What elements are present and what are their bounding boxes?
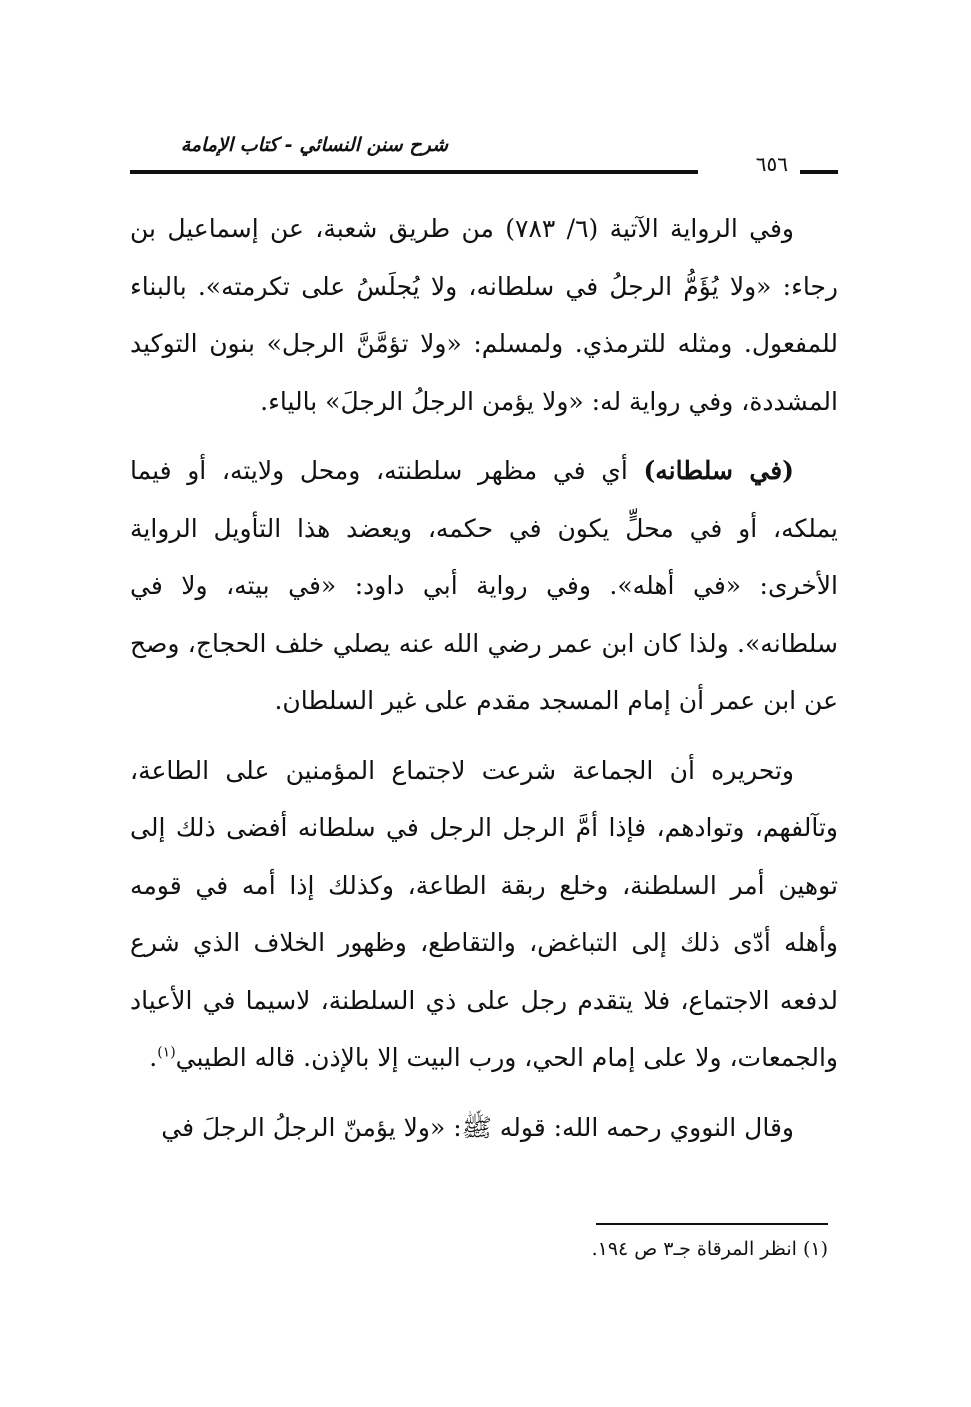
page-number: ٦٥٦	[755, 152, 788, 176]
paragraph-2	[130, 442, 838, 730]
footnote-rule	[596, 1223, 828, 1225]
paragraph-1-text: وفي الرواية الآتية (٦/ ٧٨٣) من طريق شعبة، عن إسماعيل بن رجاء: «ولا يُؤَمُّ الرجلُ في سلطانه، ولا يُجلَسُ على تكرمته». بالبناء للمفعول. ومثله للترمذي. ولمسلم: «ولا تؤمَّنَّ الرجل» بنون التوكيد المشددة، وفي رواية له: «ولا يؤمن الرجلُ الرجلَ» بالياء.	[130, 214, 838, 416]
page-header	[130, 130, 838, 190]
paragraph-4-text: وقال النووي رحمه الله: قوله ﷺ: «ولا يؤمنّ الرجلُ الرجلَ في	[161, 1112, 794, 1142]
paragraph-3-text: وتحريره أن الجماعة شرعت لاجتماع المؤمنين على الطاعة، وتآلفهم، وتوادهم، فإذا أمَّ الرجل الرجل في سلطانه أفضى ذلك إلى توهين أمر السلطنة، وخلع ربقة الطاعة، وكذلك إذا أمه في قومه وأهله أدّى ذلك إلى التباغض، والتقاطع، وظهور الخلاف الذي شرع لدفعه الاجتماع، فلا يتقدم رجل على ذي السلطنة، لاسيما في الأعياد والجمعات، ولا على إمام الحي، ورب البيت إلا بالإذن. قاله الطيبي	[130, 755, 838, 1072]
paragraph-3-tail: .	[149, 1043, 158, 1072]
paragraph-2-text: أي في مظهر سلطنته، ومحل ولايته، أو فيما يملكه، أو في محلٍّ يكون في حكمه، ويعضد هذا التأويل الرواية الأخرى: «في أهله». وفي رواية أبي داود: «في بيته، ولا في سلطانه». ولذا كان ابن عمر رضي الله عنه يصلي خلف الحجاج، وصح عن ابن عمر أن إمام المسجد مقدم على غير السلطان.	[130, 456, 838, 715]
paragraph-4	[130, 1099, 838, 1157]
header-rule	[130, 170, 698, 174]
paragraph-3	[130, 742, 838, 1087]
page-number-dash	[800, 170, 838, 174]
footnote: (١) انظر المرقاة جـ٣ ص ١٩٤.	[591, 1238, 828, 1260]
paragraph-1	[130, 200, 838, 430]
paragraph-2-lead: (في سلطانه)	[643, 456, 794, 485]
body-text	[130, 200, 838, 1168]
running-title: شرح سنن النسائي - كتاب الإمامة	[180, 134, 448, 156]
footnote-reference[interactable]: (١)	[157, 1044, 176, 1061]
